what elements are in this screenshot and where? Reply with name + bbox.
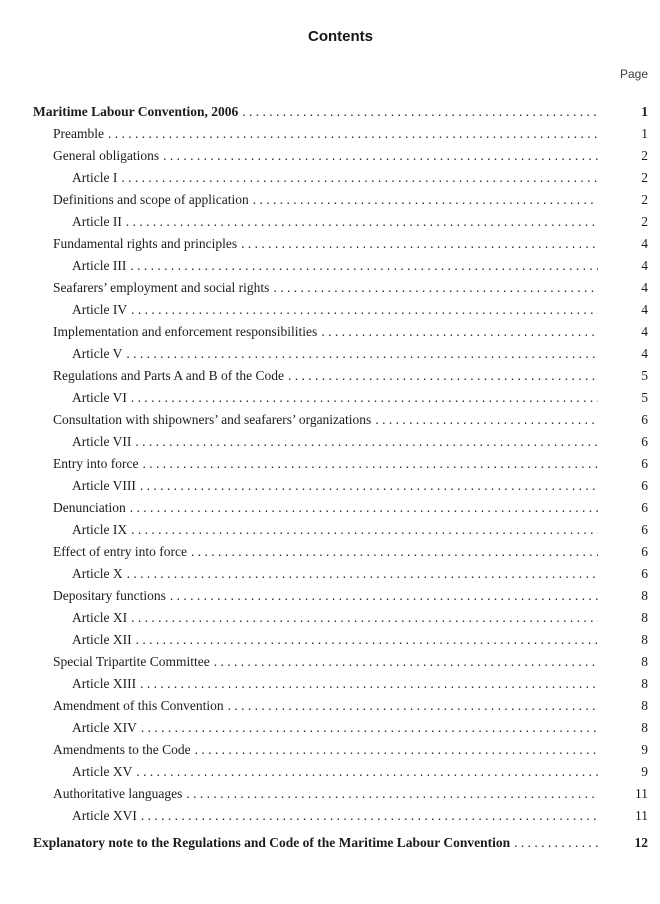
toc-entry-label: Definitions and scope of application xyxy=(53,192,249,207)
toc-page-number: 8 xyxy=(641,676,648,691)
toc-page-number: 6 xyxy=(641,544,648,559)
toc-entry xyxy=(33,255,648,277)
dot-leader xyxy=(126,211,598,233)
toc-entry xyxy=(33,739,648,761)
toc-entry xyxy=(33,343,648,365)
dot-leader xyxy=(288,365,598,387)
dot-leader xyxy=(141,717,598,739)
toc-entry-label: Article VII xyxy=(72,434,132,449)
toc-page-number: 6 xyxy=(641,456,648,471)
toc-entry xyxy=(33,673,648,695)
toc-page-number: 4 xyxy=(641,346,648,361)
toc-entry xyxy=(33,299,648,321)
toc-entry xyxy=(33,189,648,211)
toc-entry-label: Article V xyxy=(72,346,123,361)
toc-page-number: 4 xyxy=(641,302,648,317)
toc-entry-label: Seafarers’ employment and social rights xyxy=(53,280,270,295)
dot-leader xyxy=(130,497,598,519)
toc-entry-label: Depositary functions xyxy=(53,588,166,603)
dot-leader xyxy=(228,695,598,717)
dot-leader xyxy=(253,189,598,211)
toc-page-number: 6 xyxy=(641,478,648,493)
toc-entry-label: General obligations xyxy=(53,148,160,163)
toc-page-number: 2 xyxy=(641,192,648,207)
toc-entry-label: Fundamental rights and principles xyxy=(53,236,238,251)
dot-leader xyxy=(136,629,598,651)
toc-entry-label: Special Tripartite Committee xyxy=(53,654,210,669)
toc-entry-label: Article XII xyxy=(72,632,132,647)
toc-entry-label: Amendment of this Convention xyxy=(53,698,224,713)
toc-entry-label: Article III xyxy=(72,258,127,273)
dot-leader xyxy=(126,343,598,365)
toc-entry-label: Article X xyxy=(72,566,123,581)
toc-entry xyxy=(33,519,648,541)
dot-leader xyxy=(136,761,598,783)
toc-entry xyxy=(33,431,648,453)
dot-leader xyxy=(140,673,598,695)
toc-page-number: 6 xyxy=(641,434,648,449)
dot-leader xyxy=(121,167,598,189)
dot-leader xyxy=(131,387,598,409)
toc-entry-label: Article VIII xyxy=(72,478,136,493)
toc-entry xyxy=(33,651,648,673)
toc-page-number: 2 xyxy=(641,170,648,185)
toc-page-number: 6 xyxy=(641,566,648,581)
dot-leader xyxy=(321,321,598,343)
dot-leader xyxy=(273,277,598,299)
toc-entry-label: Article VI xyxy=(72,390,127,405)
toc-page-number: 2 xyxy=(641,214,648,229)
toc-page-number: 4 xyxy=(641,258,648,273)
dot-leader xyxy=(135,431,598,453)
toc-page-number: 5 xyxy=(641,368,648,383)
document-page xyxy=(0,28,660,904)
toc-entry xyxy=(33,321,648,343)
toc-entry xyxy=(33,717,648,739)
toc-entry xyxy=(33,541,648,563)
dot-leader xyxy=(170,585,598,607)
toc-entry-label: Article IX xyxy=(72,522,128,537)
toc-entry-label: Article I xyxy=(72,170,118,185)
toc-entry xyxy=(33,695,648,717)
dot-leader xyxy=(127,563,598,585)
dot-leader xyxy=(141,805,598,827)
dot-leader xyxy=(163,145,598,167)
toc-page-number: 8 xyxy=(641,632,648,647)
toc-page-number: 4 xyxy=(641,236,648,251)
toc-page-number: 11 xyxy=(635,808,648,823)
toc-entry xyxy=(33,387,648,409)
toc-entry xyxy=(33,365,648,387)
toc-page-number: 9 xyxy=(641,742,648,757)
toc-page-number: 8 xyxy=(641,610,648,625)
toc-entry xyxy=(33,409,648,431)
toc-page-number: 1 xyxy=(641,126,648,141)
page-column-label: Page xyxy=(619,67,648,81)
toc-page-number: 5 xyxy=(641,390,648,405)
toc-entry-label: Article XIV xyxy=(72,720,137,735)
toc-entry-label: Article IV xyxy=(72,302,128,317)
dot-leader xyxy=(214,651,598,673)
toc-entry xyxy=(33,629,648,651)
toc-entry-label: Implementation and enforcement responsibilities xyxy=(53,324,318,339)
dot-leader xyxy=(375,409,598,431)
toc-page-number: 2 xyxy=(641,148,648,163)
toc-entry xyxy=(33,832,648,854)
toc-page-number: 9 xyxy=(641,764,648,779)
toc-entry-label: Article XIII xyxy=(72,676,137,691)
toc-entry xyxy=(33,453,648,475)
toc-page-number: 6 xyxy=(641,500,648,515)
contents-heading: Contents xyxy=(308,28,373,45)
toc-entry xyxy=(33,607,648,629)
toc-page-number: 11 xyxy=(635,786,648,801)
toc-page-number: 8 xyxy=(641,588,648,603)
toc-entry xyxy=(33,761,648,783)
toc-entry-label: Explanatory note to the Regulations and Code of the Maritime Labour Convention xyxy=(33,835,511,850)
toc-entry xyxy=(33,123,648,145)
toc-entry xyxy=(33,475,648,497)
toc-entry xyxy=(33,783,648,805)
dot-leader xyxy=(241,233,598,255)
dot-leader xyxy=(186,783,598,805)
toc-entry xyxy=(33,211,648,233)
toc-page-number: 4 xyxy=(641,280,648,295)
toc-entry-label: Consultation with shipowners’ and seafarers’ organizations xyxy=(53,412,372,427)
dot-leader xyxy=(140,475,598,497)
toc-entry-label: Authoritative languages xyxy=(53,786,183,801)
toc-entry xyxy=(33,277,648,299)
dot-leader xyxy=(195,739,598,761)
dot-leader xyxy=(142,453,598,475)
dot-leader xyxy=(191,541,598,563)
toc-page-number: 6 xyxy=(641,522,648,537)
toc-entry-label: Effect of entry into force xyxy=(53,544,187,559)
toc-entry xyxy=(33,145,648,167)
dot-leader xyxy=(131,299,598,321)
toc-entry xyxy=(33,585,648,607)
toc-entry xyxy=(33,167,648,189)
toc-entry xyxy=(33,233,648,255)
toc-entry-label: Article XV xyxy=(72,764,133,779)
toc-entry-label: Amendments to the Code xyxy=(53,742,191,757)
dot-leader xyxy=(514,832,598,854)
dot-leader xyxy=(131,519,598,541)
toc-page-number: 8 xyxy=(641,720,648,735)
toc-page-number: 8 xyxy=(641,654,648,669)
toc-entry xyxy=(33,805,648,827)
toc-entry-label: Article XVI xyxy=(72,808,137,823)
toc-page-number: 8 xyxy=(641,698,648,713)
toc-entry-label: Regulations and Parts A and B of the Code xyxy=(53,368,284,383)
toc-entry-label: Entry into force xyxy=(53,456,139,471)
toc-page-number: 4 xyxy=(641,324,648,339)
dot-leader xyxy=(242,101,598,123)
dot-leader xyxy=(130,255,598,277)
toc-page-number: 12 xyxy=(634,835,648,850)
toc-entry-label: Preamble xyxy=(53,126,104,141)
toc-page-number: 1 xyxy=(641,104,648,119)
table-of-contents xyxy=(33,101,648,854)
toc-entry-label: Denunciation xyxy=(53,500,126,515)
dot-leader xyxy=(131,607,598,629)
toc-entry xyxy=(33,497,648,519)
toc-entry-label: Article XI xyxy=(72,610,128,625)
toc-entry xyxy=(33,101,648,123)
dot-leader xyxy=(108,123,598,145)
toc-entry xyxy=(33,563,648,585)
toc-entry-label: Maritime Labour Convention, 2006 xyxy=(33,104,239,119)
toc-entry-label: Article II xyxy=(72,214,122,229)
toc-page-number: 6 xyxy=(641,412,648,427)
